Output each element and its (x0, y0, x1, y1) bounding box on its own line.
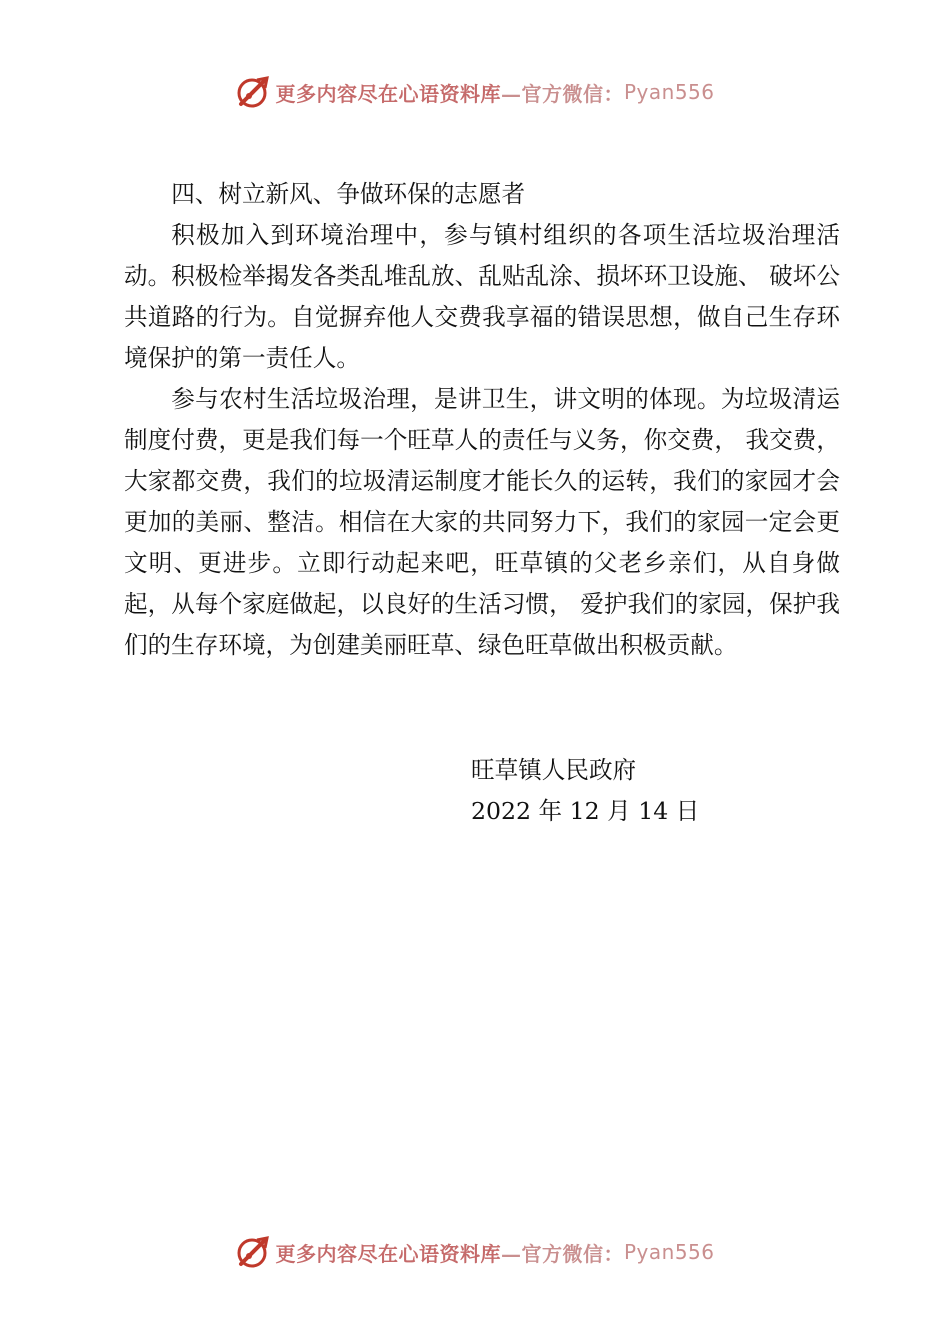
banner-text-main: 更多内容尽在心语资料库 (275, 1241, 501, 1266)
banner-text-id: Pyan556 (623, 1240, 715, 1264)
banner-text-wechat: —官方微信： (500, 81, 624, 106)
signature-block (471, 750, 699, 832)
document-body (124, 174, 840, 666)
banner-text-id: Pyan556 (623, 80, 715, 104)
pen-seal-logo-icon (235, 1234, 271, 1270)
paragraph: 积极加入到环境治理中，参与镇村组织的各项生活垃圾治理活动。积极检举揭发各类乱堆乱放、乱贴乱涂、损坏环卫设施、 破坏公共道路的行为。自觉摒弃他人交费我享福的错误思想，做自己生存环境保护的第一责任人。 (124, 221, 840, 372)
section-heading: 四、树立新风、争做环保的志愿者 (171, 180, 526, 208)
paragraph: 参与农村生活垃圾治理，是讲卫生，讲文明的体现。为垃圾清运制度付费，更是我们每一个旺草人的责任与义务，你交费， 我交费，大家都交费，我们的垃圾清运制度才能长久的运转，我们的家园才会更加的美丽、整洁。相信在大家的共同努力下，我们的家园一定会更文明、更进步。立即行动起来吧，旺草镇的父老乡亲们，从自身做起，从每个家庭做起，以良好的生活习惯， 爱护我们的家园，保护我们的生存环境，为创建美丽旺草、绿色旺草做出积极贡献。 (124, 385, 840, 659)
footer-banner (0, 1232, 950, 1272)
banner-text-main: 更多内容尽在心语资料库 (275, 81, 501, 106)
banner-text-wechat: —官方微信： (500, 1241, 624, 1266)
signature-date: 2022 年 12 月 14 日 (471, 797, 700, 825)
pen-seal-logo-icon (235, 74, 271, 110)
header-banner (0, 72, 950, 112)
signature-org: 旺草镇人民政府 (471, 756, 637, 784)
